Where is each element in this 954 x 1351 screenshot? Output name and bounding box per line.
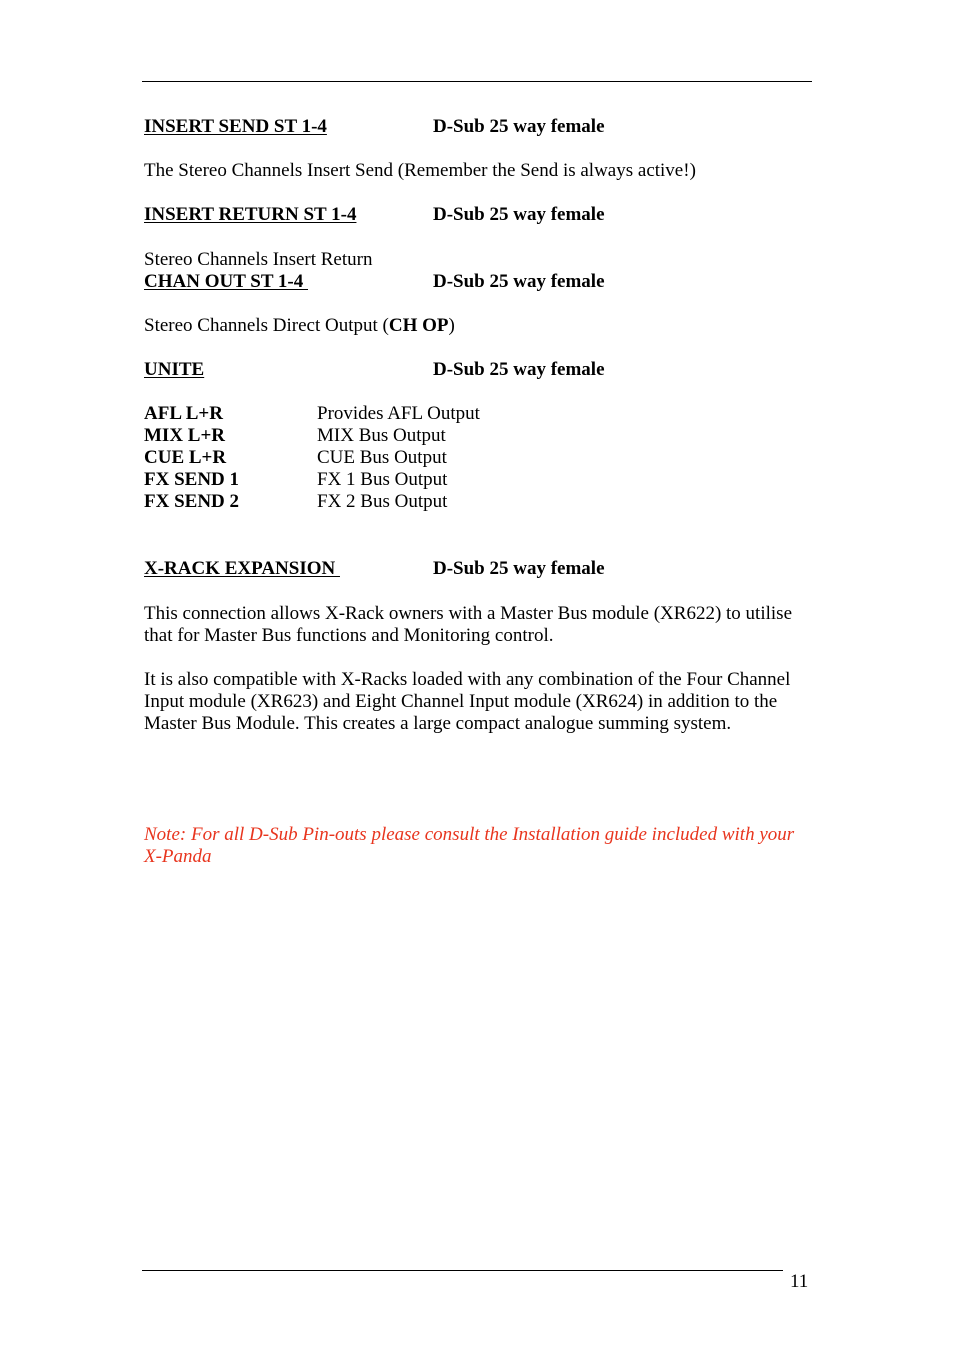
xrack-para1-line: that for Master Bus functions and Monitoring control. xyxy=(144,625,554,646)
unite-connector: D-Sub 25 way female xyxy=(433,359,605,380)
signal-name: FX SEND 1 xyxy=(144,469,240,490)
unite-heading: UNITE xyxy=(144,359,205,380)
signal-name: FX SEND 2 xyxy=(144,491,240,512)
xrack-para2-line: Input module (XR623) and Eight Channel Input module (XR624) in addition to the xyxy=(144,691,778,712)
installation-note-line: Note: For all D-Sub Pin-outs please consult the Installation guide included with your xyxy=(144,824,795,845)
chan-out-heading: CHAN OUT ST 1-4 xyxy=(144,271,308,292)
signal-name: AFL L+R xyxy=(144,403,223,424)
chan-out-connector: D-Sub 25 way female xyxy=(433,271,605,292)
footer-rule xyxy=(142,1270,783,1271)
signal-description: FX 2 Bus Output xyxy=(317,491,448,512)
signal-description: Provides AFL Output xyxy=(317,403,480,424)
ch-op-label: CH OP xyxy=(388,315,449,336)
signal-description: MIX Bus Output xyxy=(317,425,446,446)
xrack-para2-line: It is also compatible with X-Racks loaded with any combination of the Four Channel xyxy=(144,669,791,690)
insert-send-connector: D-Sub 25 way female xyxy=(433,116,605,137)
xrack-heading: X-RACK EXPANSION xyxy=(144,558,340,579)
signal-name: CUE L+R xyxy=(144,447,227,468)
insert-send-heading: INSERT SEND ST 1-4 xyxy=(144,116,327,137)
insert-send-description: The Stereo Channels Insert Send (Remember the Send is always active!) xyxy=(144,160,696,181)
signal-description: FX 1 Bus Output xyxy=(317,469,448,490)
insert-return-heading: INSERT RETURN ST 1-4 xyxy=(144,204,357,225)
signal-description: CUE Bus Output xyxy=(317,447,447,468)
installation-note-line: X-Panda xyxy=(144,846,212,867)
page-number: 11 xyxy=(790,1271,809,1292)
header-rule xyxy=(142,81,812,82)
xrack-para2-line: Master Bus Module. This creates a large compact analogue summing system. xyxy=(144,713,732,734)
xrack-para1-line: This connection allows X-Rack owners with a Master Bus module (XR622) to utilise xyxy=(144,603,793,624)
insert-return-description: Stereo Channels Insert Return xyxy=(144,249,373,270)
signal-name: MIX L+R xyxy=(144,425,226,446)
xrack-connector: D-Sub 25 way female xyxy=(433,558,605,579)
insert-return-connector: D-Sub 25 way female xyxy=(433,204,605,225)
chan-out-description: Stereo Channels Direct Output (CH OP) xyxy=(144,315,455,336)
